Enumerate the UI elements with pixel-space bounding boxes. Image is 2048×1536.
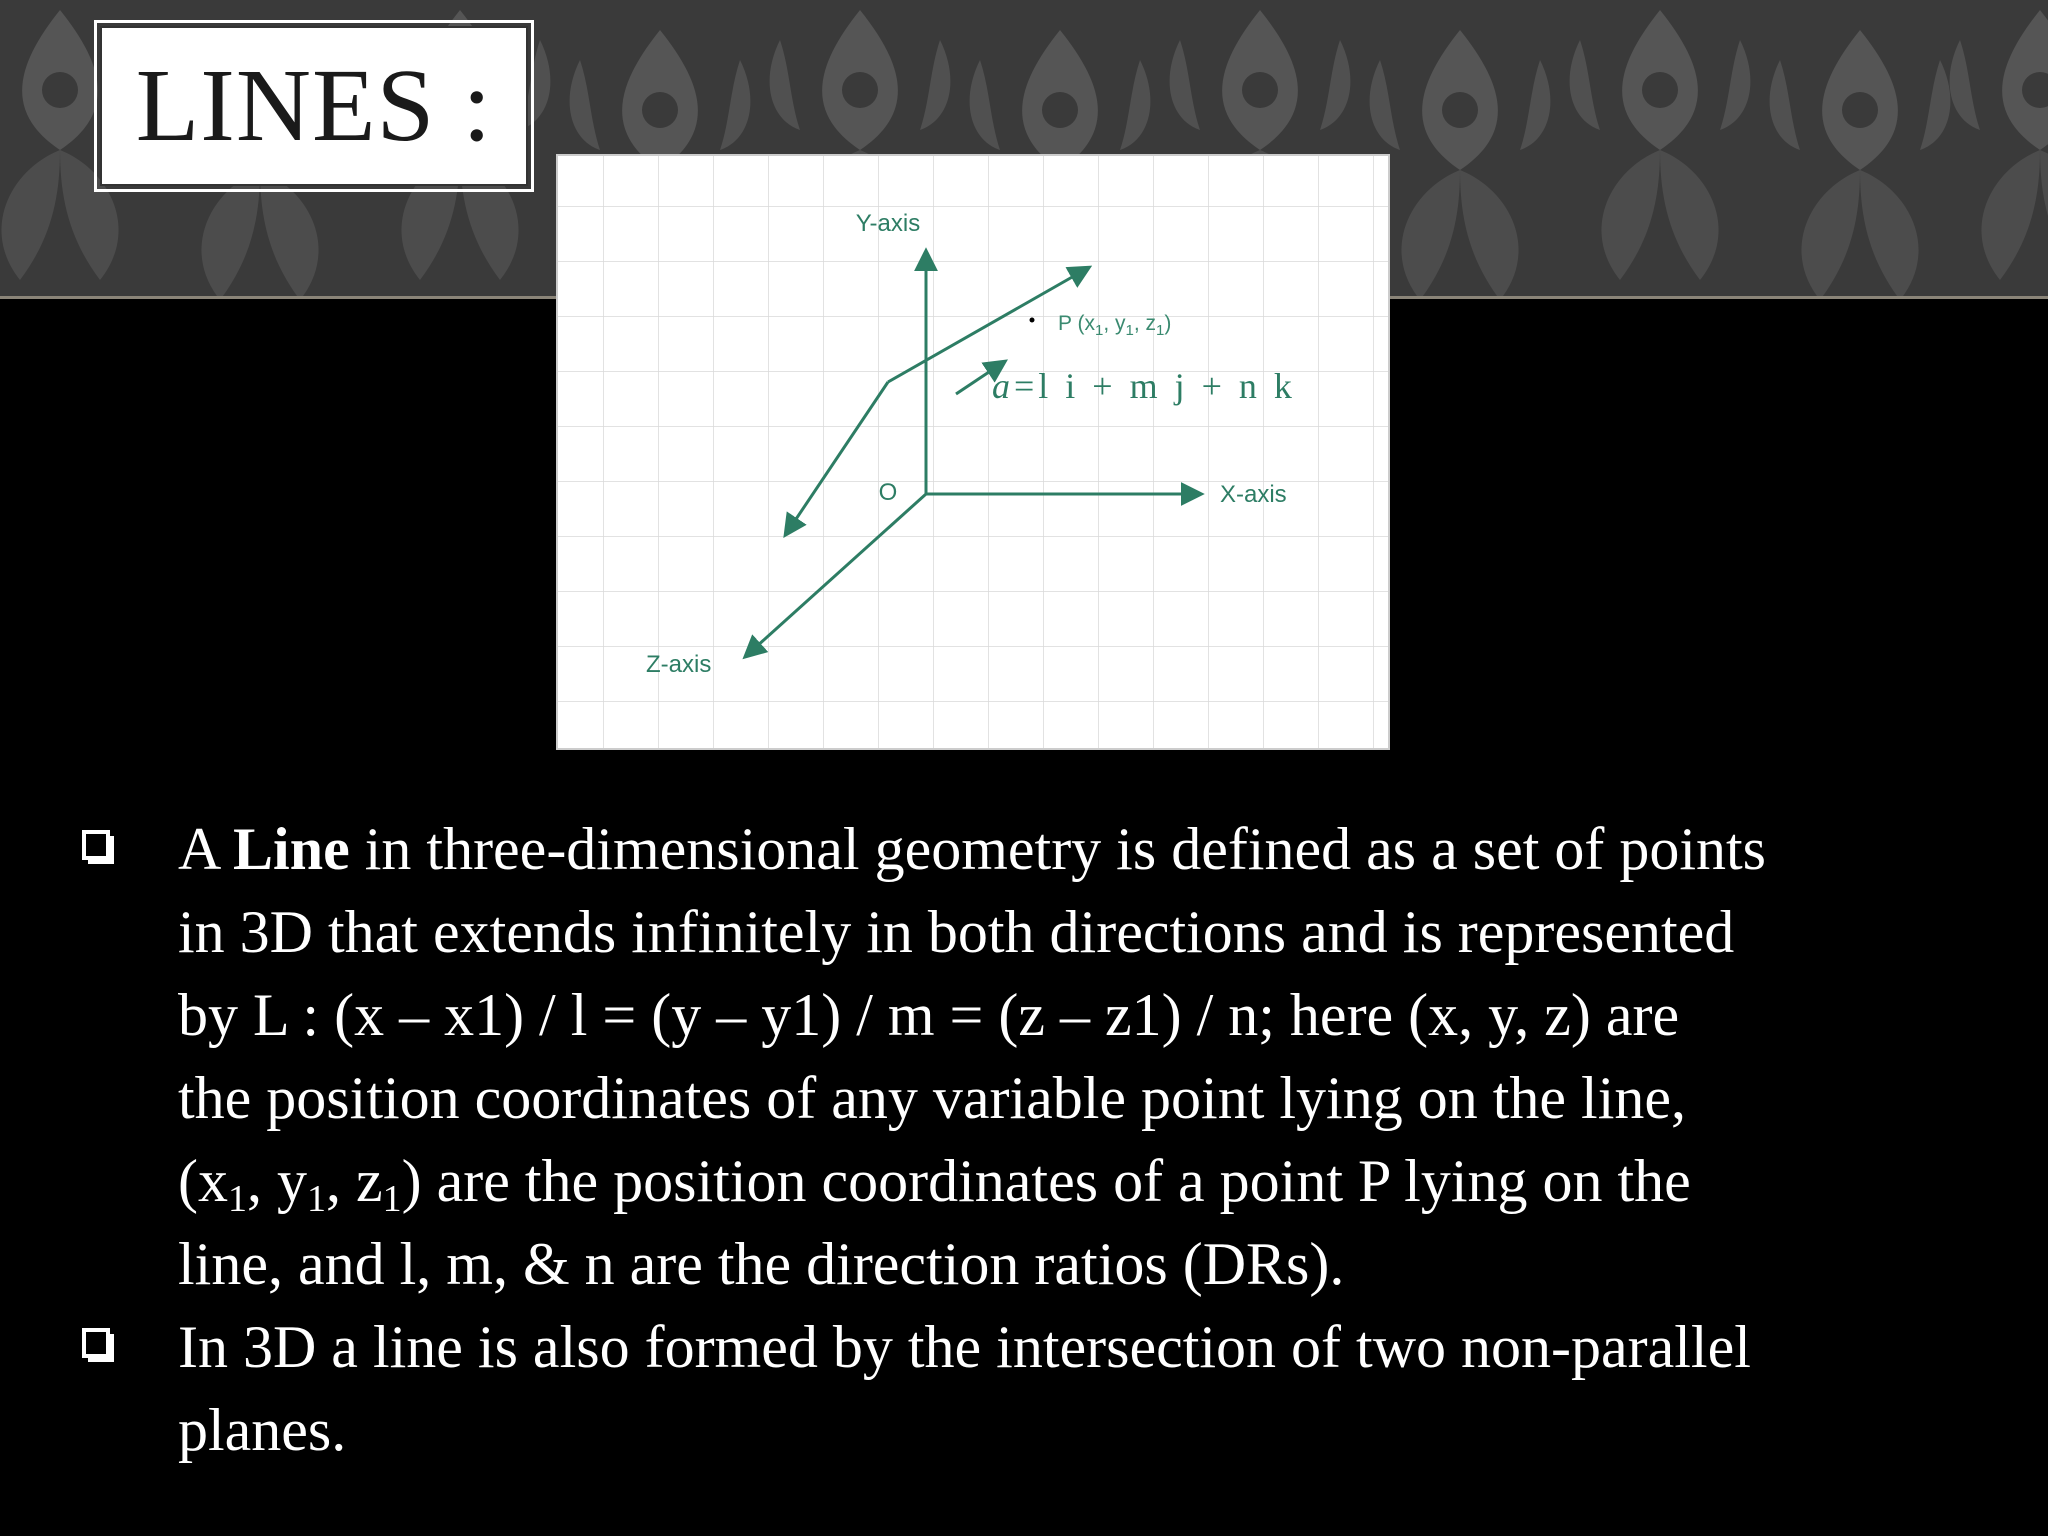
bullet1-line5: ($x_1$, $y_1$, $z_1$) are the position coordinates of a point P lying on the xyxy=(178,1148,1691,1220)
point-p xyxy=(1030,318,1035,323)
vector-equation: =l i + m j + n k xyxy=(1014,366,1296,406)
vector-a-symbol: a xyxy=(992,366,1010,406)
bullet1-line2: in 3D that extends infinitely in both directions and is represented xyxy=(178,899,1735,965)
x-axis-label: X-axis xyxy=(1220,481,1287,508)
y-axis-label: Y-axis xyxy=(855,210,921,237)
bullet1-line3: by L : (x – x1) / l = (y – y1) / m = (z – z1) / n; here (x, y, z) are xyxy=(178,982,1680,1048)
title-box xyxy=(100,26,528,186)
slide-title: LINES : xyxy=(135,48,493,163)
bullet1-line1: in three-dimensional geometry is defined as a set of points xyxy=(349,816,1767,882)
bullet1-bold-term: Line xyxy=(233,816,350,882)
diagram-svg xyxy=(558,156,1388,748)
z-axis-label: Z-axis xyxy=(646,651,712,678)
bullet1-line4: the position coordinates of any variable point lying on the line, xyxy=(178,1065,1686,1131)
checkbox-bullet-icon xyxy=(82,1328,110,1358)
bullet2-line2: planes. xyxy=(178,1397,347,1463)
origin-label: O xyxy=(878,479,898,506)
bullet-plane-intersection xyxy=(80,1306,2010,1472)
bullet-line-definition xyxy=(80,808,2010,1306)
bullet1-prefix: A xyxy=(178,816,234,882)
bullet2-line1: In 3D a line is also formed by the intersection of two non-parallel xyxy=(178,1314,1751,1380)
bullet1-line6: line, and l, m, & n are the direction ratios (DRs). xyxy=(178,1231,1345,1297)
slide-body xyxy=(80,808,2010,1472)
axes-diagram xyxy=(556,154,1390,750)
checkbox-bullet-icon xyxy=(82,830,110,860)
point-p-label: P ($x_1$, $y_1$, $z_1$) xyxy=(1058,312,1172,339)
